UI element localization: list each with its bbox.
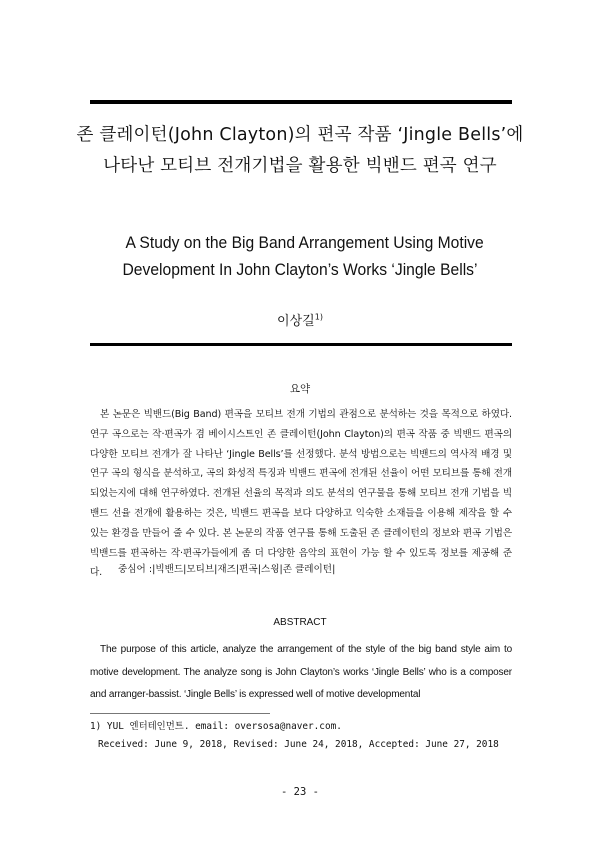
keywords: 중심어 :|빅밴드|모티브|재즈|편곡|스윙|존 클레이턴| (118, 564, 336, 575)
korean-title-line-2: 나타난 모티브 전개기법을 활용한 빅밴드 편곡 연구 (103, 156, 497, 176)
summary-body: 본 논문은 빅밴드(Big Band) 편곡을 모티브 전개 기법의 관점으로 분석하는 것을 목적으로 하였다. 연구 곡으로는 작·편곡가 겸 베이시스트인 존 클레이턴(John Clayton)의 편곡 작품 중 빅밴드 편곡의 다양한 모티브 전개가 잘 나타난 ‘Jingle Bells’를 선정했다. 분석 방법으로는 빅밴드의 역사적 배경 및 연구 곡의 형식을 분석하고, 곡의 화성적 특징과 빅밴드 편곡에 전개된 선율이 어떤 모티브를 통해 전개되었는지에 대해 연구하였다. 전개된 선율의 목적과 의도 분석의 연구물을 통해 모티브 전개 기법을 빅밴드 선율 전개에 활용하는 것은, 빅밴드 편곡을 보다 다양하고 익숙한 소재들을 이용해 제작을 할 수 있는 환경을 만들어 줄 수 있다. 본 논문의 작품 연구를 통해 도출된 존 클레이턴의 정보와 편곡 기법은 빅밴드를 편곡하는 작·편곡가들에게 좀 더 다양한 음악의 표현이 가능 할 수 있도록 정보를 제공해 준다. (90, 409, 512, 579)
bottom-rule (90, 343, 512, 346)
page-number: - 23 - (281, 786, 319, 798)
author-footnote-mark: 1) (314, 312, 323, 322)
footnote-dates: Received: June 9, 2018, Revised: June 24, 2018, Accepted: June 27, 2018 (98, 739, 499, 750)
top-rule (90, 100, 512, 104)
english-title-line-1: A Study on the Big Band Arrangement Using Motive (125, 233, 484, 252)
footnote-divider (90, 713, 270, 714)
abstract-body: The purpose of this article, analyze the arrangement of the style of the big band style aim to motive development. The analyze song is John Clayton’s works ‘Jingle Bells’ who is a composer and arranger-bassist. ‘Jingle Bells’ is expressed well of motive developmental (90, 644, 512, 700)
author (0, 310, 600, 329)
abstract-heading: ABSTRACT (273, 616, 327, 628)
summary-heading: 요약 (289, 383, 311, 395)
korean-title-line-1: 존 클레이턴(John Clayton)의 편곡 작품 ‘Jingle Bells’에 (76, 125, 524, 145)
footnote-affiliation: 1) YUL 엔터테인먼트. email: oversosa@naver.com. (90, 721, 342, 732)
author-name: 이상길 (277, 314, 315, 329)
english-title-line-2: Development In John Clayton’s Works ‘Jingle Bells’ (122, 260, 478, 279)
